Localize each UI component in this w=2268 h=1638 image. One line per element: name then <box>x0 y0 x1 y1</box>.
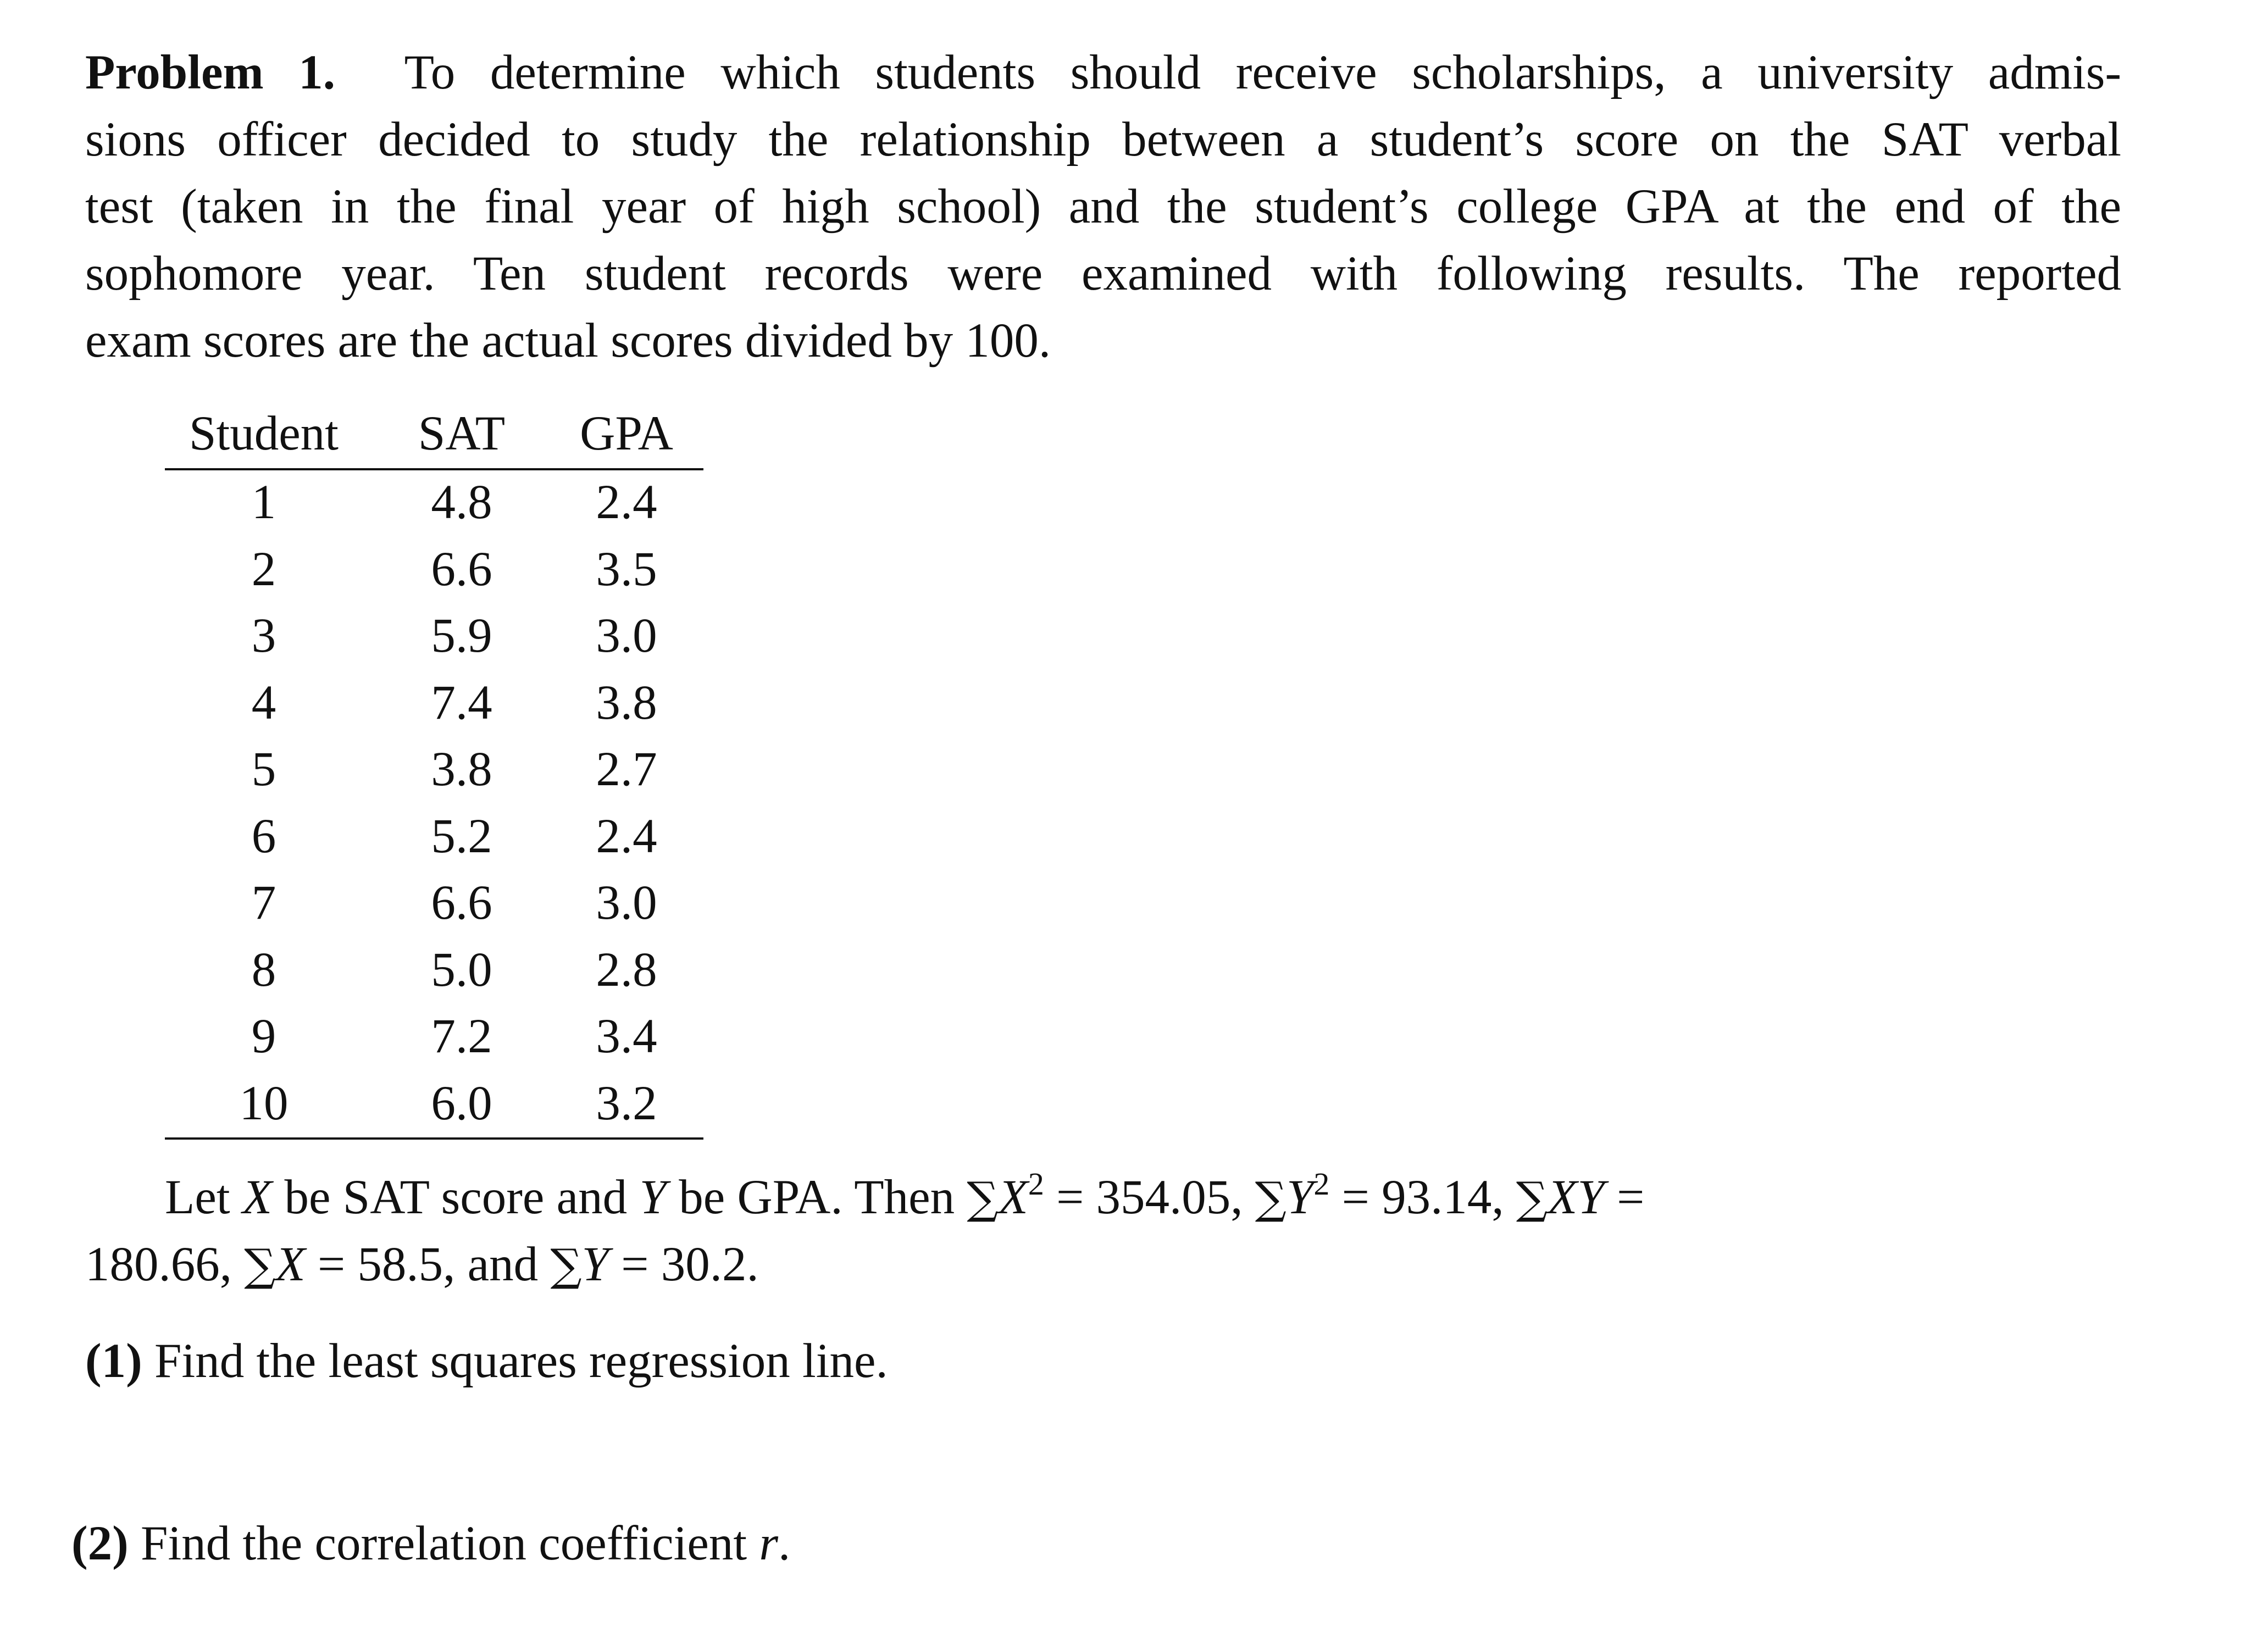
table-cell-gpa: 3.5 <box>596 542 657 596</box>
question-2-variable: r <box>759 1517 778 1570</box>
sum-y-value: = 30.2. <box>621 1237 759 1291</box>
sum-xy-equals: = <box>1617 1170 1645 1224</box>
table-cell-gpa: 3.0 <box>596 609 657 663</box>
table-cell-sat: 3.8 <box>431 742 492 796</box>
table-cell-sat: 5.9 <box>431 609 492 663</box>
sum-x2-var: X <box>998 1170 1028 1224</box>
table-cell-gpa: 2.8 <box>596 942 657 997</box>
question-1 <box>85 1334 888 1388</box>
table-cell-sat: 7.4 <box>431 675 492 730</box>
sum-xy-value: 180.66, <box>85 1237 232 1291</box>
table-cell-student: 10 <box>239 1076 289 1130</box>
table-cell-student: 4 <box>251 675 276 730</box>
question-2 <box>71 1519 790 1568</box>
sum-y2-value: = 93.14, <box>1341 1170 1504 1224</box>
table-cell-student: 9 <box>251 1009 276 1063</box>
sum-x2-value: = 354.05, <box>1056 1170 1243 1224</box>
problem-line-4: sophomore year. Ten student records were examined with following results. The reported <box>85 247 2121 301</box>
sigma-icon: ∑ <box>244 1240 276 1291</box>
table-cell-gpa: 2.4 <box>596 809 657 863</box>
table-cell-sat: 6.6 <box>431 876 492 930</box>
table-cell-sat: 5.2 <box>431 809 492 863</box>
table-cell-student: 2 <box>251 542 276 596</box>
table-cell-gpa: 3.8 <box>596 675 657 730</box>
table-cell-gpa: 3.2 <box>596 1076 657 1130</box>
problem-line-3: test (taken in the final year of high school) and the student’s college GPA at the end of the <box>85 180 2121 234</box>
table-cell-gpa: 2.7 <box>596 742 657 796</box>
table-cell-sat: 6.6 <box>431 542 492 596</box>
x-variable: X <box>242 1170 273 1224</box>
sigma-icon: ∑ <box>967 1173 999 1224</box>
table-cell-gpa: 2.4 <box>596 475 657 529</box>
table-header-gpa: GPA <box>580 407 673 460</box>
table-cell-student: 1 <box>251 475 276 529</box>
summary-let: Let <box>165 1170 230 1224</box>
summary-be-gpa: be GPA. Then <box>679 1170 955 1224</box>
problem-line-2: sions officer decided to study the relationship between a student’s score on the SAT verbal <box>85 113 2121 166</box>
problem-line-1-text: To determine which students should receive scholarships, a university admis- <box>404 46 2122 99</box>
table-bottom-rule <box>165 1137 703 1140</box>
table-header-sat: SAT <box>418 407 506 460</box>
table-cell-student: 8 <box>251 942 276 997</box>
sigma-icon: ∑ <box>1516 1173 1548 1224</box>
table-cell-sat: 7.2 <box>431 1009 492 1063</box>
question-1-number: (1) <box>85 1334 142 1388</box>
table-header-rule <box>165 468 703 470</box>
table-cell-sat: 6.0 <box>431 1076 492 1130</box>
table-cell-student: 3 <box>251 609 276 663</box>
question-2-number: (2) <box>71 1517 129 1570</box>
table-cell-gpa: 3.0 <box>596 876 657 930</box>
problem-heading: Problem 1. <box>85 46 335 99</box>
y-variable: Y <box>639 1170 667 1224</box>
table-header-student: Student <box>189 407 339 460</box>
table-cell-student: 7 <box>251 876 276 930</box>
sum-y-var: Y <box>581 1237 609 1291</box>
sum-xy-var: XY <box>1547 1170 1605 1224</box>
question-2-period: . <box>778 1517 791 1570</box>
table-cell-student: 6 <box>251 809 276 863</box>
sigma-icon: ∑ <box>550 1240 582 1291</box>
table-cell-sat: 4.8 <box>431 475 492 529</box>
table-cell-gpa: 3.4 <box>596 1009 657 1063</box>
problem-line-5: exam scores are the actual scores divided by 100. <box>85 314 1051 368</box>
sum-x2-exponent: 2 <box>1028 1166 1044 1202</box>
sigma-icon: ∑ <box>1255 1173 1287 1224</box>
problem-line-1 <box>85 48 2121 97</box>
sum-x-value: = 58.5, and <box>317 1237 539 1291</box>
summary-line-1 <box>165 1166 1645 1224</box>
table-cell-student: 5 <box>251 742 276 796</box>
sum-x-var: X <box>275 1237 306 1291</box>
summary-be-sat: be SAT score and <box>284 1170 628 1224</box>
question-2-text: Find the correlation coefficient <box>141 1517 747 1570</box>
sum-y2-exponent: 2 <box>1313 1166 1330 1202</box>
sum-y2-var: Y <box>1286 1170 1314 1224</box>
question-1-text: Find the least squares regression line. <box>154 1334 888 1388</box>
table-cell-sat: 5.0 <box>431 942 492 997</box>
summary-line-2 <box>85 1237 759 1291</box>
